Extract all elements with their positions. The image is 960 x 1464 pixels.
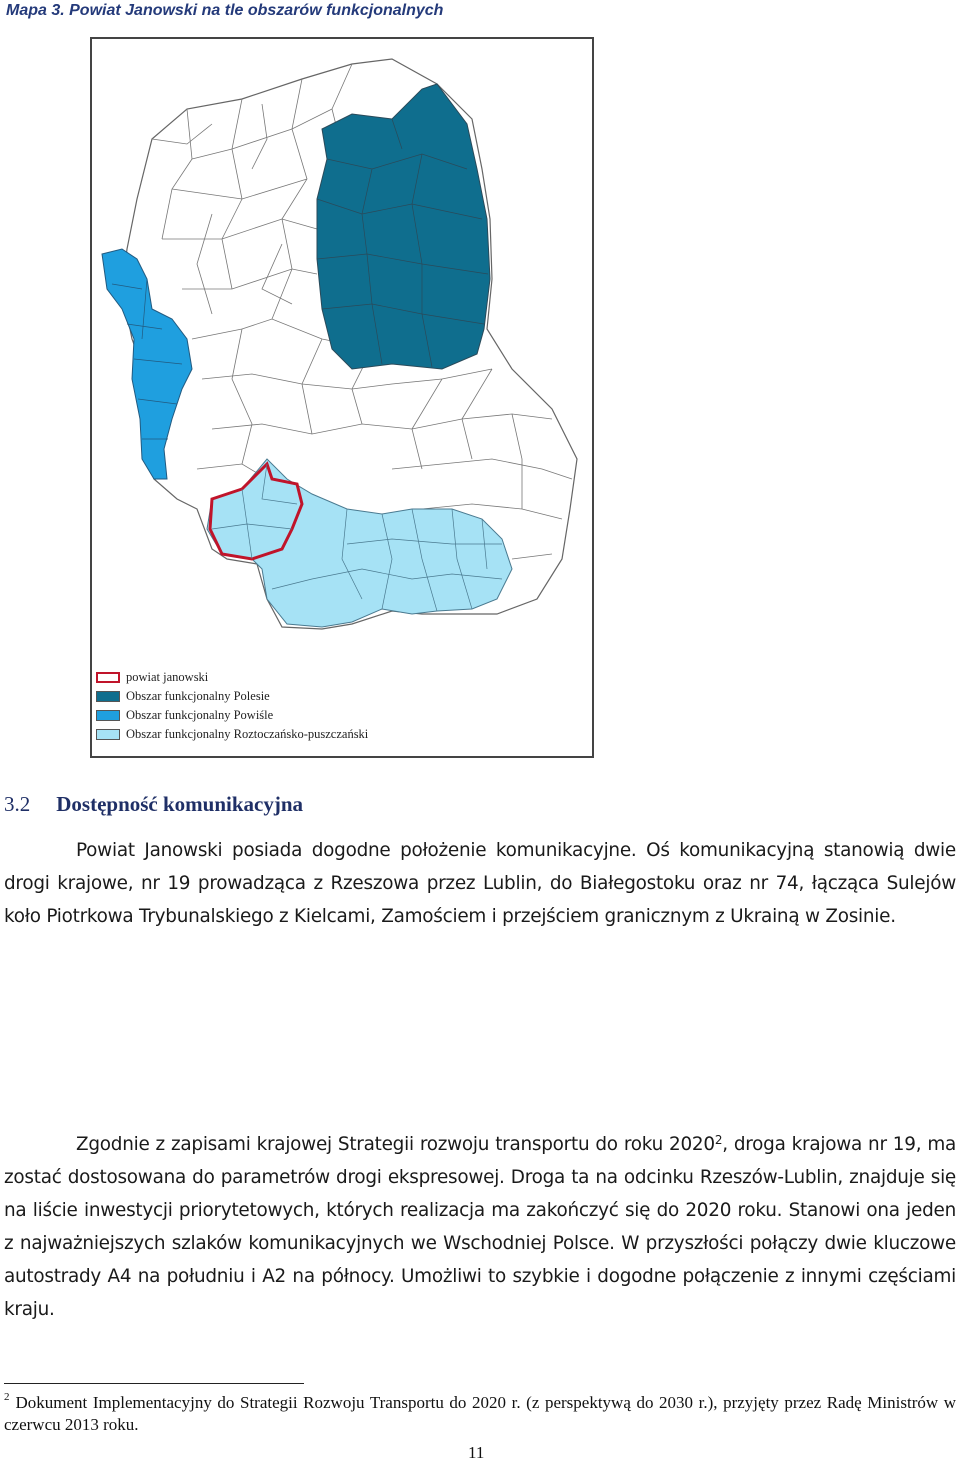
legend-label: Obszar funkcjonalny Powiśle bbox=[126, 707, 274, 722]
footnote-mark: 2 bbox=[4, 1391, 10, 1403]
paragraph-1-text: Powiat Janowski posiada dogodne położenie komunikacyjne. Oś komunikacyjną stanowią dwie drogi krajowe, nr 19 prowadząca z Rzeszowa przez Lublin, do Białegostoku oraz nr 74, łącząca Sulejów koło Piotrkowa Trybunalskiego z Kielcami, Zamościem i przejściem granicznym z Ukrainą w Zosinie. bbox=[4, 840, 956, 927]
legend-item bbox=[96, 707, 368, 723]
legend-label: Obszar funkcjonalny Polesie bbox=[126, 688, 270, 703]
legend-label: powiat janowski bbox=[126, 669, 209, 684]
legend-item bbox=[96, 726, 368, 742]
footnote bbox=[4, 1392, 956, 1436]
paragraph-2-text-before: Zgodnie z zapisami krajowej Strategii rozwoju transportu do roku 2020 bbox=[76, 1134, 715, 1155]
section-number: 3.2 bbox=[4, 792, 31, 816]
area-polesie bbox=[317, 84, 490, 369]
paragraph-2 bbox=[4, 1128, 956, 1326]
section-heading bbox=[4, 792, 303, 817]
map-caption: Mapa 3. Powiat Janowski na tle obszarów funkcjonalnych bbox=[6, 2, 444, 19]
legend-swatch-powisle bbox=[96, 710, 120, 721]
legend-item bbox=[96, 688, 368, 704]
region-map bbox=[92, 39, 592, 756]
map-legend bbox=[96, 669, 368, 745]
footnote-ref[interactable]: 2 bbox=[714, 1133, 723, 1147]
map-figure bbox=[90, 37, 594, 758]
paragraph-2-text-after: , droga krajowa nr 19, ma zostać dostosowana do parametrów drogi ekspresowej. Droga ta na odcinku Rzeszów-Lublin, znajduje się na liście inwestycji priorytetowych, których realizacja ma zakończyć się do 2020 roku. Stanowi ona jeden z najważniejszych szlaków komunikacyjnych we Wschodniej Polsce. W przyszłości połączy dwie kluczowe autostrady A4 na południu i A2 na północy. Umożliwi to szybkie i dogodne połączenie z innymi częściami kraju. bbox=[4, 1134, 956, 1320]
page-number: 11 bbox=[468, 1443, 485, 1462]
footnote-text: Dokument Implementacyjny do Strategii Rozwoju Transportu do 2020 r. (z perspektywą do 2030 r.), przyjęty przez Radę Ministrów w czerwcu 2013 roku. bbox=[4, 1393, 956, 1434]
legend-swatch-powiat bbox=[96, 672, 120, 683]
section-title: Dostępność komunikacyjna bbox=[56, 792, 304, 816]
legend-swatch-polesie bbox=[96, 691, 120, 702]
legend-swatch-roztocze bbox=[96, 729, 120, 740]
legend-label: Obszar funkcjonalny Roztoczańsko-puszczański bbox=[126, 726, 369, 741]
footnote-separator bbox=[4, 1383, 304, 1384]
legend-item bbox=[96, 669, 368, 685]
paragraph-1 bbox=[4, 834, 956, 933]
